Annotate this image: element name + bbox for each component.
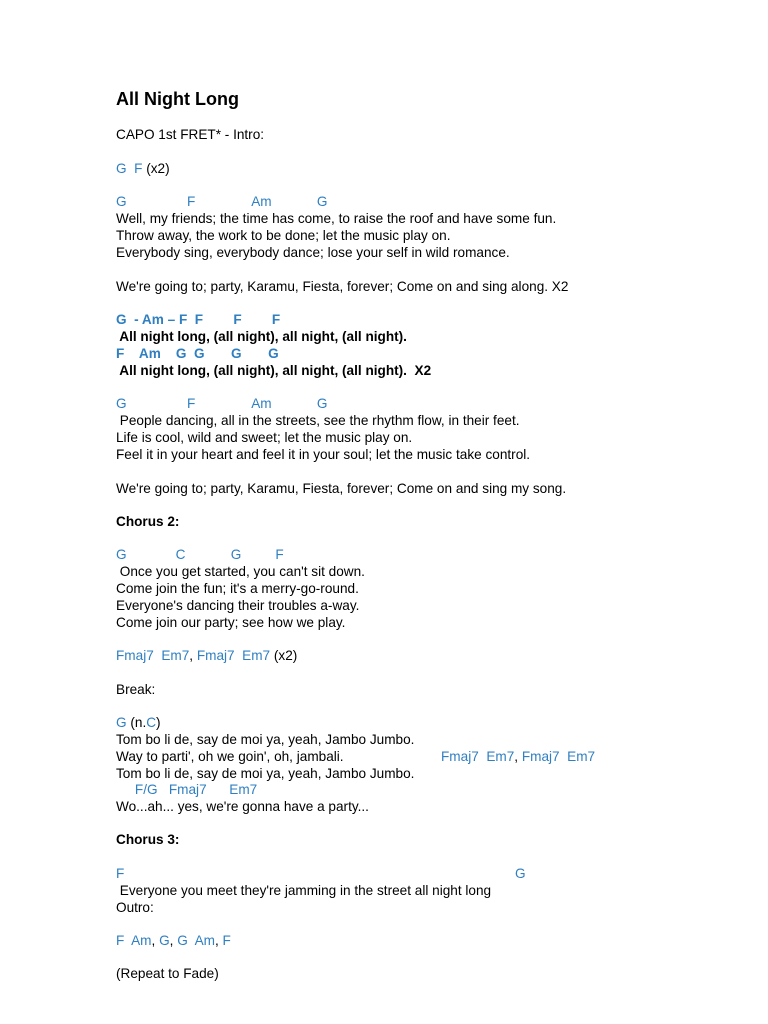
chorus1-chords-2: F Am G G G G xyxy=(116,346,279,361)
break-nc-open: (n. xyxy=(126,715,147,730)
intro-repeat: (x2) xyxy=(142,161,170,176)
break-chords-4: F/G Fmaj7 Em7 xyxy=(116,782,258,797)
outro-c2: G xyxy=(159,933,170,948)
verse2-line-3: Feel it in your heart and feel it in your soul; let the music take control. xyxy=(116,447,531,462)
outro-s2: , xyxy=(169,933,178,948)
repeat-note: (Repeat to Fade) xyxy=(116,966,219,981)
break-line-1: Tom bo li de, say de moi ya, yeah, Jambo Jumbo. xyxy=(116,732,415,747)
verse1-line-3: Everybody sing, everybody dance; lose your self in wild romance. xyxy=(116,245,510,260)
chorus3-chord-f: F xyxy=(116,866,125,881)
break-chord-g: G xyxy=(116,715,127,730)
chorus2-line-1: Once you get started, you can't sit down. xyxy=(116,564,365,579)
song-title: All Night Long xyxy=(116,89,239,109)
outro-c4: F xyxy=(222,933,231,948)
break-line-2: Way to parti', oh we goin', oh, jambali. xyxy=(116,749,344,764)
verse1-line-1: Well, my friends; the time has come, to raise the roof and have some fun. xyxy=(116,211,557,226)
break-chords-b: Fmaj7 Em7 xyxy=(521,749,596,764)
break-heading: Break: xyxy=(116,682,156,697)
outro-s3: , xyxy=(214,933,223,948)
chorus1-line-2: All night long, (all night), all night, (all night). X2 xyxy=(116,363,432,378)
break-chord-line xyxy=(116,714,161,731)
outro-c3: G Am xyxy=(177,933,215,948)
chorus3-line-1: Everyone you meet they're jamming in the street all night long xyxy=(116,883,492,898)
chorus1-chords-1: G - Am – F F F F xyxy=(116,312,281,327)
break-nc-close: ) xyxy=(156,715,161,730)
chorus1-line-1: All night long, (all night), all night, (all night). xyxy=(116,329,407,344)
break-line-3: Tom bo li de, say de moi ya, yeah, Jambo Jumbo. xyxy=(116,766,415,781)
verse2-chords: G F Am G xyxy=(116,396,328,411)
outro-c1: F Am xyxy=(116,933,152,948)
break-line-2-chords xyxy=(441,748,595,765)
verse1-chords: G F Am G xyxy=(116,194,328,209)
break-chords-sep: , xyxy=(514,749,522,764)
break-line-4: Wo...ah... yes, we're gonna have a party... xyxy=(116,799,369,814)
chorus2-line-2: Come join the fun; it's a merry-go-round. xyxy=(116,581,359,596)
break-chords-a: Fmaj7 Em7 xyxy=(441,749,515,764)
outro-s1: , xyxy=(151,933,160,948)
intro-line xyxy=(116,160,170,177)
fmaj-line xyxy=(116,647,297,664)
going-line-1: We're going to; party, Karamu, Fiesta, forever; Come on and sing along. X2 xyxy=(116,279,569,294)
verse1-line-2: Throw away, the work to be done; let the music play on. xyxy=(116,228,451,243)
fmaj-chords-b: Fmaj7 Em7 xyxy=(196,648,271,663)
chorus2-heading: Chorus 2: xyxy=(116,514,180,529)
verse2-line-2: Life is cool, wild and sweet; let the music play on. xyxy=(116,430,413,445)
fmaj-sep: , xyxy=(189,648,197,663)
chorus3-chord-g: G xyxy=(515,866,526,881)
intro-chords: G F xyxy=(116,161,143,176)
chorus2-line-3: Everyone's dancing their troubles a-way. xyxy=(116,598,360,613)
chorus2-line-4: Come join our party; see how we play. xyxy=(116,615,346,630)
going-line-2: We're going to; party, Karamu, Fiesta, forever; Come on and sing my song. xyxy=(116,481,567,496)
break-nc-c: C xyxy=(146,715,157,730)
verse2-line-1: People dancing, all in the streets, see the rhythm flow, in their feet. xyxy=(116,413,520,428)
outro-chords xyxy=(116,932,231,949)
fmaj-repeat: (x2) xyxy=(270,648,298,663)
chorus2-chords: G C G F xyxy=(116,547,284,562)
fmaj-chords-a: Fmaj7 Em7 xyxy=(116,648,190,663)
chorus3-heading: Chorus 3: xyxy=(116,832,180,847)
capo-note: CAPO 1st FRET* - Intro: xyxy=(116,127,265,142)
outro-heading: Outro: xyxy=(116,900,154,915)
